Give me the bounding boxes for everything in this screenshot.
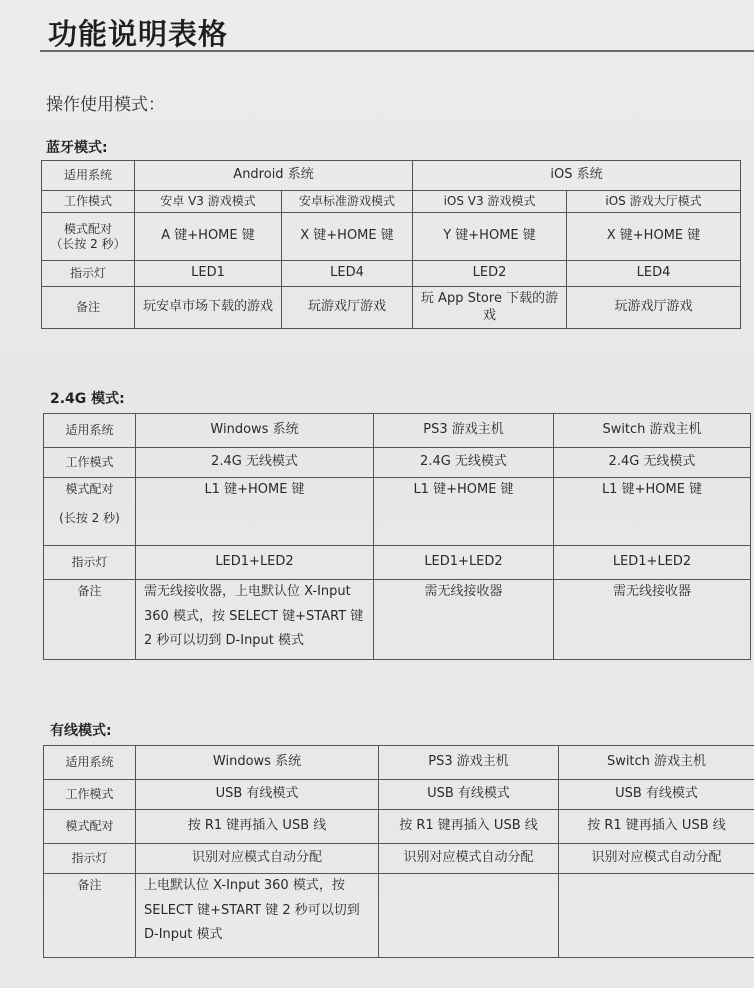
row-label: 工作模式 [44,448,136,478]
table-cell: 安卓标准游戏模式 [282,191,413,213]
row-label-line: （长按 2 秒） [50,236,126,251]
row-label: 备注 [42,287,135,329]
table-cell: 玩安卓市场下载的游戏 [135,287,282,329]
table-row [42,191,741,213]
table-cell: 2.4G 无线模式 [136,448,374,478]
table-cell: 识别对应模式自动分配 [559,844,754,874]
table-cell: LED1+LED2 [374,546,554,580]
table-cell: 按 R1 键再插入 USB 线 [136,810,379,844]
table-cell: LED1 [135,261,282,287]
table-row [44,844,754,874]
table-cell: 安卓 V3 游戏模式 [135,191,282,213]
table-cell: Y 键+HOME 键 [413,213,567,261]
table-cell: X 键+HOME 键 [282,213,413,261]
table-cell: X 键+HOME 键 [567,213,741,261]
title-divider [40,50,754,52]
wired-heading: 有线模式: [50,723,112,739]
table-cell: Switch 游戏主机 [559,746,754,780]
table-cell: PS3 游戏主机 [379,746,559,780]
table-cell: 需无线接收器 [374,580,554,660]
table-cell: USB 有线模式 [379,780,559,810]
table-cell: 识别对应模式自动分配 [379,844,559,874]
page-title: 功能说明表格 [48,17,229,51]
table-cell: LED2 [413,261,567,287]
row-label: 工作模式 [44,780,136,810]
row-label-line: (长按 2 秒) [59,511,120,525]
system-android: Android 系统 [135,161,413,191]
row-label: 指示灯 [44,844,136,874]
table-cell [559,874,754,958]
table-row [44,414,751,448]
table-cell: LED1+LED2 [554,546,751,580]
table-cell: L1 键+HOME 键 [136,478,374,546]
row-label: 指示灯 [42,261,135,287]
table-cell: A 键+HOME 键 [135,213,282,261]
table-cell: 玩 App Store 下载的游戏 [413,287,567,329]
row-label: 适用系统 [44,414,136,448]
table-cell: Windows 系统 [136,746,379,780]
table-row [42,213,741,261]
table-cell: 需无线接收器，上电默认位 X-Input 360 模式，按 SELECT 键+START 键 2 秒可以切到 D-Input 模式 [136,580,374,660]
table-cell: 2.4G 无线模式 [374,448,554,478]
system-ios: iOS 系统 [413,161,741,191]
table-row [42,287,741,329]
table-cell: USB 有线模式 [559,780,754,810]
table-cell: Switch 游戏主机 [554,414,751,448]
row-label: 适用系统 [44,746,136,780]
wired-table [43,745,754,958]
table-row [44,448,751,478]
g24-heading: 2.4G 模式: [50,391,125,407]
table-row [44,580,751,660]
row-label-line: 模式配对 [63,221,112,236]
table-cell: 需无线接收器 [554,580,751,660]
g24-table [43,413,751,660]
table-row [44,874,754,958]
row-label [42,213,135,261]
bluetooth-table [41,160,741,329]
table-cell: USB 有线模式 [136,780,379,810]
table-row [44,780,754,810]
table-cell: LED4 [567,261,741,287]
table-cell: iOS V3 游戏模式 [413,191,567,213]
table-cell: 玩游戏厅游戏 [567,287,741,329]
table-row [42,261,741,287]
row-label: 工作模式 [42,191,135,213]
row-label: 备注 [44,580,136,660]
table-cell: 按 R1 键再插入 USB 线 [559,810,754,844]
table-row [44,478,751,546]
table-cell: 按 R1 键再插入 USB 线 [379,810,559,844]
table-cell: LED4 [282,261,413,287]
table-cell: 2.4G 无线模式 [554,448,751,478]
bluetooth-heading: 蓝牙模式: [46,140,108,156]
table-cell: PS3 游戏主机 [374,414,554,448]
row-label: 备注 [44,874,136,958]
table-row [42,161,741,191]
row-label [44,478,136,546]
table-cell [379,874,559,958]
table-cell: L1 键+HOME 键 [374,478,554,546]
row-label-line: 模式配对 [65,482,114,496]
row-label: 指示灯 [44,546,136,580]
table-row [44,546,751,580]
table-cell: 玩游戏厅游戏 [282,287,413,329]
row-label: 模式配对 [44,810,136,844]
table-cell: iOS 游戏大厅模式 [567,191,741,213]
table-cell: 上电默认位 X-Input 360 模式，按 SELECT 键+START 键 2 秒可以切到 D-Input 模式 [136,874,379,958]
operation-mode-heading: 操作使用模式： [46,95,165,115]
table-cell: Windows 系统 [136,414,374,448]
table-cell: LED1+LED2 [136,546,374,580]
table-cell: L1 键+HOME 键 [554,478,751,546]
table-row [44,746,754,780]
table-cell: 识别对应模式自动分配 [136,844,379,874]
row-label: 适用系统 [42,161,135,191]
table-row [44,810,754,844]
